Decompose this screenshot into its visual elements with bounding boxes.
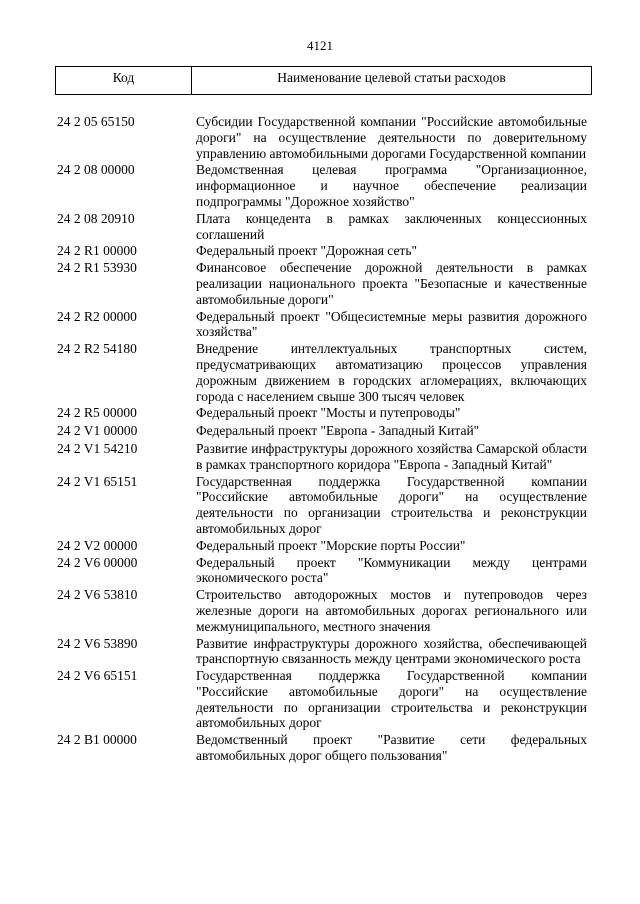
- row-name: Субсидии Государственной компании "Российские автомобильные дороги" на осуществление деятельности по доверительному управлению автомобильными дорогами Государственной компании: [196, 114, 587, 161]
- row-code: 24 2 V6 65151: [57, 668, 138, 684]
- table-row: [57, 636, 587, 668]
- row-code: 24 2 R1 53930: [57, 260, 137, 276]
- row-code: 24 2 V1 00000: [57, 423, 138, 439]
- row-code: 24 2 V2 00000: [57, 537, 138, 553]
- table-row: [57, 243, 587, 259]
- table-row: [57, 441, 587, 473]
- row-code: 24 2 V6 00000: [57, 554, 138, 570]
- row-name: Ведомственный проект "Развитие сети федеральных автомобильных дорог общего пользования": [196, 732, 587, 764]
- page-number: 4121: [307, 38, 333, 53]
- row-name: Ведомственная целевая программа "Организационное, информационное и научное обеспечение реализации подпрограммы "Дорожное хозяйство": [196, 162, 587, 209]
- row-code: 24 2 V1 54210: [57, 440, 138, 456]
- row-name: Плата концедента в рамках заключенных концессионных соглашений: [196, 210, 587, 242]
- table-row: [57, 423, 587, 439]
- row-code: 24 2 V6 53890: [57, 635, 138, 651]
- table-row: [57, 405, 587, 421]
- row-code: 24 2 V1 65151: [57, 473, 138, 489]
- row-code: 24 2 V6 53810: [57, 587, 138, 603]
- row-name: Внедрение интеллектуальных транспортных систем, предусматривающих автоматизацию процессов управления дорожным движением в городских агломерациях, включающих города с населением свыше 300 тысяч человек: [196, 341, 587, 404]
- row-code: 24 2 R5 00000: [57, 405, 137, 421]
- row-code: 24 2 05 65150: [57, 114, 135, 129]
- row-name: Федеральный проект "Дорожная сеть": [196, 243, 418, 259]
- table-row: [57, 587, 587, 634]
- table-header: [55, 66, 592, 95]
- row-name: Государственная поддержка Государственной компании "Российские автомобильные дороги" на осуществление деятельности по организации строительства и реконструкции автомобильных дорог: [196, 668, 587, 731]
- row-name: Развитие инфраструктуры дорожного хозяйства, обеспечивающей транспортную связанность между центрами экономического роста: [196, 635, 587, 667]
- row-code: 24 2 08 20910: [57, 210, 135, 226]
- row-name: Федеральный проект "Коммуникации между центрами экономического роста": [196, 554, 587, 586]
- row-code: 24 2 R2 54180: [57, 341, 137, 357]
- row-code: 24 2 R1 00000: [57, 243, 137, 259]
- table-body: [57, 114, 587, 765]
- table-row: [57, 211, 587, 243]
- row-name: Государственная поддержка Государственной компании "Российские автомобильные дороги" на осуществление деятельности по организации строительства и реконструкции автомобильных дорог: [196, 473, 587, 536]
- table-row: [57, 309, 587, 341]
- row-name: Финансовое обеспечение дорожной деятельности в рамках реализации национального проекта "Безопасные и качественные автомобильные дороги": [196, 260, 587, 307]
- table-row: [57, 341, 587, 404]
- header-name: Наименование целевой статьи расходов: [277, 70, 506, 85]
- table-row: [57, 555, 587, 587]
- table-row: [57, 260, 587, 307]
- row-name: Федеральный проект "Морские порты России": [196, 537, 466, 553]
- row-name: Федеральный проект "Общесистемные меры развития дорожного хозяйства": [196, 308, 587, 340]
- row-code: 24 2 B1 00000: [57, 732, 137, 748]
- table-row: [57, 474, 587, 537]
- table-row: [57, 732, 587, 764]
- row-name: Строительство автодорожных мостов и путепроводов через железные дороги на автомобильных дорогах регионального или межмуниципального, местного значения: [196, 587, 587, 634]
- table-row: [57, 538, 587, 554]
- table-row: [57, 114, 587, 161]
- table-row: [57, 668, 587, 731]
- row-name: Федеральный проект "Мосты и путепроводы": [196, 405, 461, 421]
- row-code: 24 2 08 00000: [57, 162, 135, 178]
- row-code: 24 2 R2 00000: [57, 308, 137, 324]
- header-code: Код: [56, 67, 192, 94]
- table-row: [57, 162, 587, 209]
- row-name: Федеральный проект "Европа - Западный Китай": [196, 423, 480, 439]
- row-name: Развитие инфраструктуры дорожного хозяйства Самарской области в рамках транспортного коридора "Европа - Западный Китай": [196, 440, 587, 472]
